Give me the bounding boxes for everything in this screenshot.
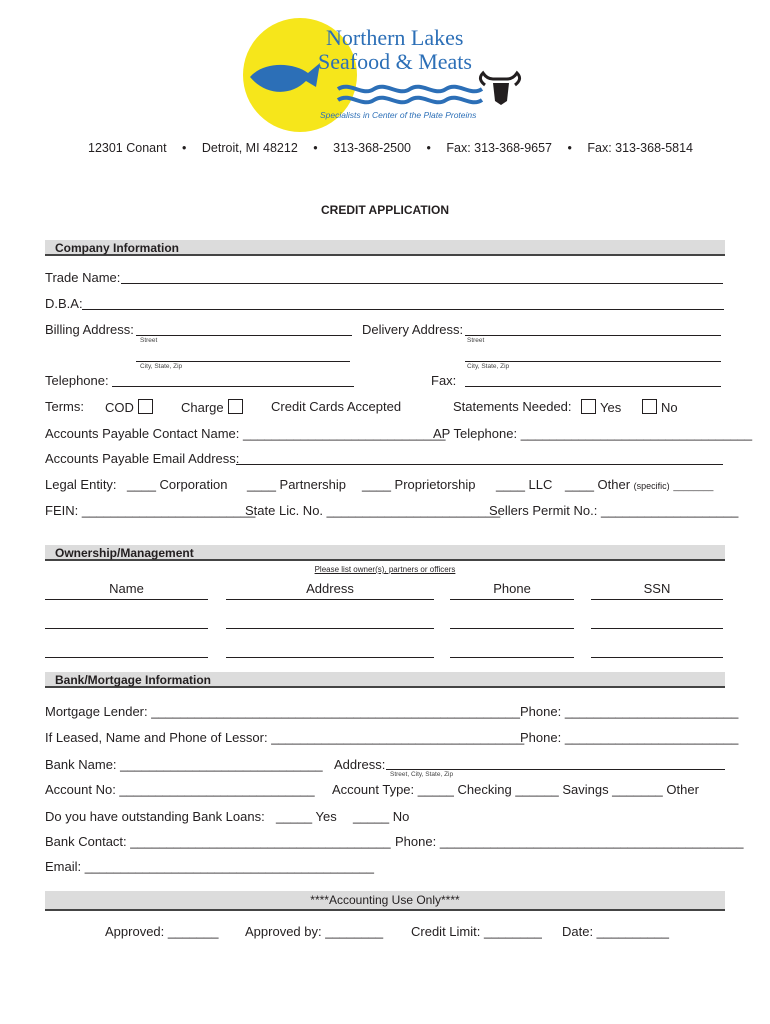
owner-phone-field[interactable]: [450, 628, 574, 629]
contact-line: 12301 Conant • Detroit, MI 48212 • 313-368-2500 • Fax: 313-368-9657 • Fax: 313-368-5814: [88, 141, 694, 155]
account-number-field[interactable]: Account No: ___________________________: [45, 782, 315, 797]
ap-contact-field[interactable]: Accounts Payable Contact Name: ____________________________: [45, 426, 446, 441]
dba-label: D.B.A:: [45, 296, 83, 311]
owner-phone-field[interactable]: [450, 657, 574, 658]
street-address: 12301 Conant: [88, 141, 167, 155]
state-license-field[interactable]: State Lic. No. ________________________: [245, 503, 501, 518]
fax-number-1: Fax: 313-368-9657: [446, 141, 553, 155]
proprietorship-option[interactable]: ____ Proprietorship: [362, 477, 476, 492]
dba-field[interactable]: [82, 309, 724, 310]
partnership-option[interactable]: ____ Partnership: [247, 477, 347, 492]
page-title: CREDIT APPLICATION: [321, 203, 449, 217]
fax-field[interactable]: [465, 386, 721, 387]
mortgage-lender-field[interactable]: Mortgage Lender: ___________________________________________________: [45, 704, 520, 719]
bank-address-caption: Street, City, State, Zip: [390, 771, 454, 778]
delivery-address-label: Delivery Address:: [362, 322, 464, 337]
billing-street-caption: Street: [140, 337, 158, 344]
trade-name-field[interactable]: [121, 283, 723, 284]
telephone-field[interactable]: [112, 386, 354, 387]
tagline: Specialists in Center of the Plate Proteins: [320, 110, 477, 120]
outstanding-loans-label: Do you have outstanding Bank Loans:: [45, 809, 265, 824]
credit-limit-field[interactable]: Credit Limit: ________: [411, 924, 542, 939]
column-address: Address: [306, 581, 354, 596]
billing-city-field[interactable]: [136, 361, 350, 362]
owner-ssn-field[interactable]: [591, 657, 723, 658]
statements-no-option: No: [642, 399, 678, 415]
bank-address-field[interactable]: [386, 769, 725, 770]
statements-yes-option: Yes: [581, 399, 621, 415]
ap-email-label: Accounts Payable Email Address:: [45, 451, 240, 466]
owner-phone-field[interactable]: [450, 599, 574, 600]
owner-ssn-field[interactable]: [591, 628, 723, 629]
billing-city-caption: City, State, Zip: [140, 363, 183, 370]
column-phone: Phone: [493, 581, 531, 596]
mortgage-phone-field[interactable]: Phone: ________________________: [520, 704, 739, 719]
charge-option: Charge: [181, 399, 243, 415]
brand-line-1: Northern Lakes: [326, 25, 464, 50]
owner-name-field[interactable]: [45, 599, 208, 600]
sellers-permit-field[interactable]: Sellers Permit No.: ___________________: [489, 503, 739, 518]
corporation-option[interactable]: ____ Corporation: [127, 477, 228, 492]
company-info-header: Company Information: [45, 240, 725, 256]
bank-name-field[interactable]: Bank Name: ____________________________: [45, 757, 323, 772]
owner-address-field[interactable]: [226, 628, 434, 629]
legal-entity-label: Legal Entity:: [45, 477, 117, 492]
delivery-city-field[interactable]: [465, 361, 721, 362]
credit-cards-label: Credit Cards Accepted: [271, 399, 402, 414]
other-option[interactable]: ____ Other (specific) ________: [565, 477, 714, 492]
bank-contact-phone-field[interactable]: Phone: __________________________________________: [395, 834, 744, 849]
lessor-field[interactable]: If Leased, Name and Phone of Lessor: ___________________________________: [45, 730, 525, 745]
phone-number: 313-368-2500: [333, 141, 412, 155]
owner-name-field[interactable]: [45, 657, 208, 658]
ap-telephone-field[interactable]: AP Telephone: ________________________________: [433, 426, 753, 441]
owner-name-field[interactable]: [45, 628, 208, 629]
column-ssn: SSN: [643, 581, 671, 596]
account-type-field[interactable]: Account Type: _____ Checking ______ Savings _______ Other: [332, 782, 699, 797]
owner-address-field[interactable]: [226, 599, 434, 600]
approved-field[interactable]: Approved: _______: [105, 924, 219, 939]
terms-label: Terms:: [45, 399, 84, 414]
statements-yes-checkbox[interactable]: [581, 399, 596, 414]
bull-icon: [480, 73, 519, 105]
brand-line-2: Seafood & Meats: [318, 49, 472, 74]
delivery-street-caption: Street: [467, 337, 485, 344]
owner-ssn-field[interactable]: [591, 599, 723, 600]
billing-street-field[interactable]: [136, 335, 352, 336]
date-field[interactable]: Date: __________: [562, 924, 669, 939]
ap-email-field[interactable]: [236, 464, 723, 465]
statements-needed-label: Statements Needed:: [453, 399, 572, 414]
bank-contact-field[interactable]: Bank Contact: ____________________________________: [45, 834, 391, 849]
loans-yes-option[interactable]: _____ Yes: [276, 809, 337, 824]
bank-address-label: Address:: [334, 757, 386, 772]
delivery-city-caption: City, State, Zip: [467, 363, 510, 370]
billing-address-label: Billing Address:: [45, 322, 134, 337]
charge-checkbox[interactable]: [228, 399, 243, 414]
cod-option: COD: [105, 399, 153, 415]
cod-checkbox[interactable]: [138, 399, 153, 414]
lessor-phone-field[interactable]: Phone: ________________________: [520, 730, 739, 745]
approved-by-field[interactable]: Approved by: ________: [245, 924, 384, 939]
fax-label: Fax:: [431, 373, 457, 388]
delivery-street-field[interactable]: [465, 335, 721, 336]
ownership-note: Please list owner(s), partners or officers: [314, 565, 456, 574]
column-name: Name: [109, 581, 144, 596]
fein-field[interactable]: FEIN: ________________________: [45, 503, 256, 518]
city-address: Detroit, MI 48212: [201, 141, 298, 155]
owner-address-field[interactable]: [226, 657, 434, 658]
email-field[interactable]: Email: ________________________________________: [45, 859, 374, 874]
trade-name-label: Trade Name:: [45, 270, 121, 285]
accounting-header: ****Accounting Use Only****: [45, 891, 725, 911]
bank-header: Bank/Mortgage Information: [45, 672, 725, 688]
loans-no-option[interactable]: _____ No: [353, 809, 410, 824]
statements-no-checkbox[interactable]: [642, 399, 657, 414]
fax-number-2: Fax: 313-368-5814: [587, 141, 694, 155]
ownership-header: Ownership/Management: [45, 545, 725, 561]
llc-option[interactable]: ____ LLC: [496, 477, 553, 492]
telephone-label: Telephone:: [45, 373, 109, 388]
